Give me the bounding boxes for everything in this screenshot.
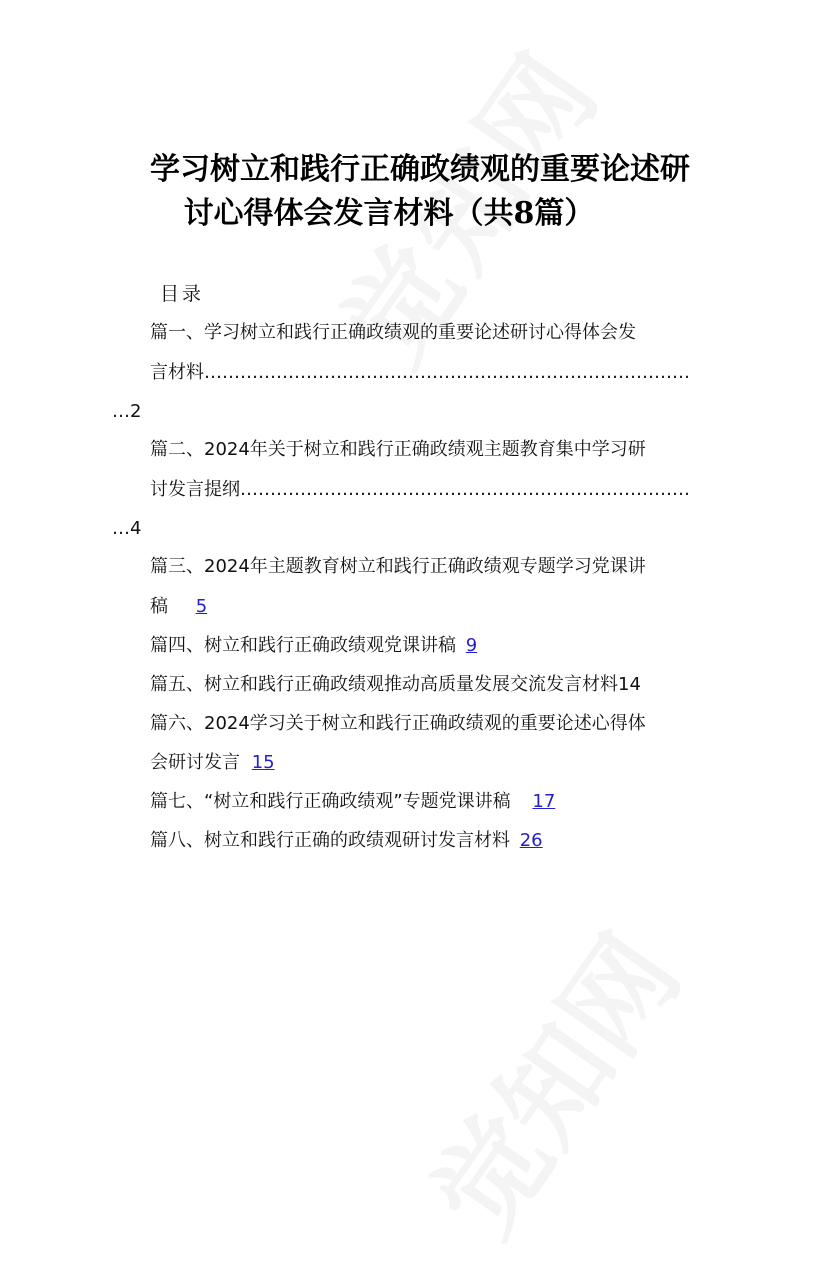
toc-entry-label: 篇四、树立和践行正确政绩观党课讲稿 [150, 635, 456, 656]
toc-entry-label: 讨发言提纲 [150, 479, 240, 500]
toc-entry-label: 篇七、“树立和践行正确政绩观”专题党课讲稿 [150, 791, 511, 812]
toc-entry-label: 篇五、树立和践行正确政绩观推动高质量发展交流发言材料 [150, 674, 618, 695]
toc-page-link[interactable]: 17 [532, 791, 556, 812]
toc-page-link[interactable]: 26 [519, 830, 543, 851]
toc-entry-6-line-1: 篇六、2024学习关于树立和践行正确政绩观的重要论述心得体 [150, 713, 646, 734]
toc-entry-1-line-1: 篇一、学习树立和践行正确政绩观的重要论述研讨心得体会发 [150, 322, 636, 343]
toc-entry-label: 言材料 [150, 362, 204, 383]
toc-entry-label: 篇八、树立和践行正确的政绩观研讨发言材料 [150, 830, 510, 851]
toc-entry-2-line-1: 篇二、2024年关于树立和践行正确政绩观主题教育集中学习研 [150, 439, 646, 460]
toc-heading: 目录 [160, 283, 205, 305]
toc-entry-8 [150, 828, 543, 854]
toc-page-number: 14 [618, 674, 641, 695]
toc-entry-5[interactable] [150, 672, 641, 698]
title-line-2: 讨心得体会发言材料（共8篇） [183, 196, 595, 231]
toc-entry-label: 稿 [150, 596, 168, 617]
toc-entry-2-line-2[interactable] [150, 477, 690, 503]
toc-entry-2-page: …4 [112, 518, 142, 539]
toc-page-link[interactable]: 5 [195, 596, 208, 617]
toc-entry-3-line-1: 篇三、2024年主题教育树立和践行正确政绩观专题学习党课讲 [150, 556, 646, 577]
toc-entry-6-line-2 [150, 750, 275, 776]
toc-entry-3-line-2 [150, 594, 207, 620]
toc-entry-4 [150, 633, 477, 659]
leader-dots: ……………………………………………………………………… [204, 362, 690, 383]
toc-page-link[interactable]: 15 [251, 752, 275, 773]
leader-dots: ………………………………………………………………… [240, 479, 690, 500]
toc-page-link[interactable]: 9 [465, 635, 478, 656]
title-line-1: 学习树立和践行正确政绩观的重要论述研 [150, 152, 690, 187]
toc-entry-label: 会研讨发言 [150, 752, 240, 773]
toc-entry-1-line-2[interactable] [150, 360, 690, 386]
toc-entry-1-page: …2 [112, 401, 142, 422]
toc-entry-7 [150, 789, 555, 815]
watermark [390, 900, 709, 1261]
document-title [100, 148, 740, 236]
